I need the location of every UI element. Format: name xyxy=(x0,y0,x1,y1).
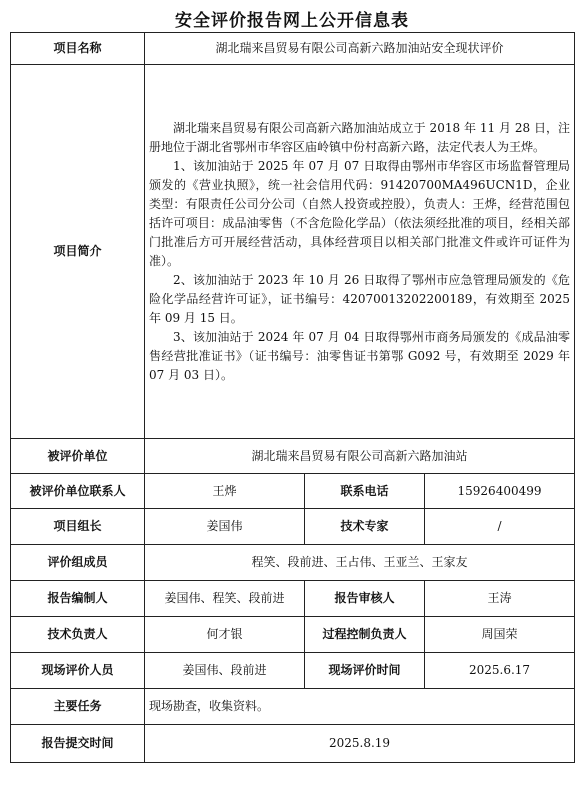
row-report-author xyxy=(11,581,575,617)
project-intro-label: 项目简介 xyxy=(11,65,145,439)
team-members-value: 程笑、段前进、王占伟、王亚兰、王家友 xyxy=(145,545,575,581)
row-project-intro xyxy=(11,65,575,439)
submit-time-value: 2025.8.19 xyxy=(145,725,575,763)
evaluated-unit-label: 被评价单位 xyxy=(11,439,145,474)
tech-expert-value: / xyxy=(425,509,575,545)
tech-expert-label: 技术专家 xyxy=(305,509,425,545)
report-author-value: 姜国伟、程笑、段前进 xyxy=(145,581,305,617)
project-name-value: 湖北瑞来昌贸易有限公司高新六路加油站安全现状评价 xyxy=(145,33,575,65)
info-table xyxy=(10,32,575,763)
evaluated-unit-value: 湖北瑞来昌贸易有限公司高新六路加油站 xyxy=(145,439,575,474)
contact-value: 王烨 xyxy=(145,474,305,509)
submit-time-label: 报告提交时间 xyxy=(11,725,145,763)
intro-paragraph: 3、该加油站于 2024 年 07 月 04 日取得鄂州市商务局颁发的《成品油零售经营批准证书》（证书编号：油零售证书第鄂 G092 号，有效期至 2029 年 07 月 03 日）。 xyxy=(149,329,571,382)
site-eval-label: 现场评价人员 xyxy=(11,653,145,689)
project-name-label: 项目名称 xyxy=(11,33,145,65)
site-eval-value: 姜国伟、段前进 xyxy=(145,653,305,689)
contact-label: 被评价单位联系人 xyxy=(11,474,145,509)
phone-value: 15926400499 xyxy=(425,474,575,509)
report-author-label: 报告编制人 xyxy=(11,581,145,617)
process-control-value: 周国荣 xyxy=(425,617,575,653)
tech-lead-label: 技术负责人 xyxy=(11,617,145,653)
row-team-members xyxy=(11,545,575,581)
document-title: 安全评价报告网上公开信息表 xyxy=(175,11,409,31)
row-project-name xyxy=(11,33,575,65)
site-eval-time-label: 现场评价时间 xyxy=(305,653,425,689)
intro-paragraph: 2、该加油站于 2023 年 10 月 26 日取得了鄂州市应急管理局颁发的《危险化学品经营许可证》，证书编号：42070013202200189，有效期至 2025 年 09 月 15 日。 xyxy=(149,272,571,325)
tech-lead-value: 何才银 xyxy=(145,617,305,653)
main-task-value: 现场勘查，收集资料。 xyxy=(145,689,575,725)
row-evaluated-unit xyxy=(11,439,575,474)
row-site-eval xyxy=(11,653,575,689)
team-leader-label: 项目组长 xyxy=(11,509,145,545)
main-task-label: 主要任务 xyxy=(11,689,145,725)
row-main-task xyxy=(11,689,575,725)
row-team-leader xyxy=(11,509,575,545)
intro-paragraph: 1、该加油站于 2025 年 07 月 07 日取得由鄂州市华容区市场监督管理局颁发的《营业执照》，统一社会信用代码：91420700MA496UCN1D，企业类型：有限责任公司分公司（自然人投资或控股），负责人：王烨，经营范围包括许可项目：成品油零售（不含危险化学品）（依法须经批准的项目，经相关部门批准后方可开展经营活动，具体经营项目以相关部门批准文件或许可证件为准）。 xyxy=(149,158,571,268)
team-members-label: 评价组成员 xyxy=(11,545,145,581)
report-reviewer-value: 王涛 xyxy=(425,581,575,617)
team-leader-value: 姜国伟 xyxy=(145,509,305,545)
report-reviewer-label: 报告审核人 xyxy=(305,581,425,617)
intro-paragraph: 湖北瑞来昌贸易有限公司高新六路加油站成立于 2018 年 11 月 28 日，注册地位于湖北省鄂州市华容区庙岭镇中份村高新六路，法定代表人为王烨。 xyxy=(149,120,571,154)
row-contact xyxy=(11,474,575,509)
row-tech-lead xyxy=(11,617,575,653)
project-intro-content xyxy=(145,65,575,439)
site-eval-time-value: 2025.6.17 xyxy=(425,653,575,689)
process-control-label: 过程控制负责人 xyxy=(305,617,425,653)
row-submit-time xyxy=(11,725,575,763)
phone-label: 联系电话 xyxy=(305,474,425,509)
